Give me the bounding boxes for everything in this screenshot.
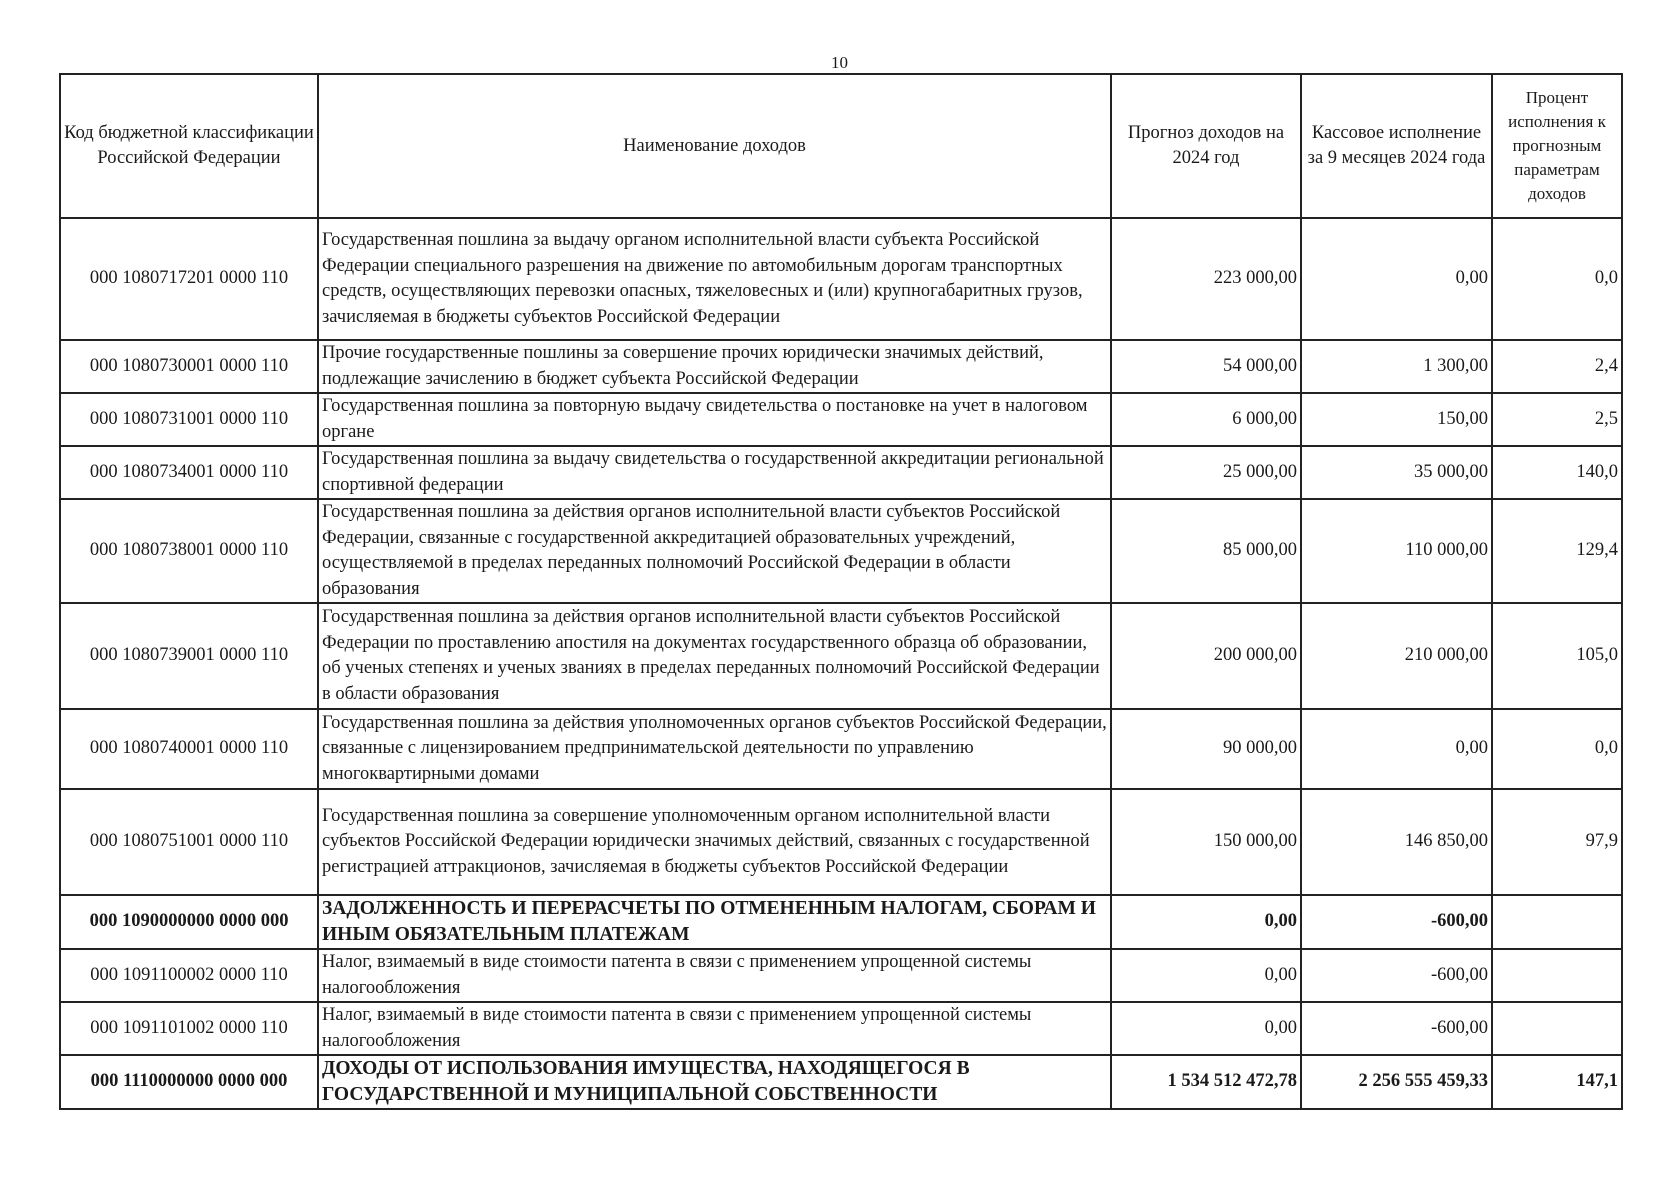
row-execution: 0,00 [1301,709,1492,789]
row-percent: 129,4 [1492,499,1622,603]
row-percent: 105,0 [1492,603,1622,709]
row-name: Государственная пошлина за действия органов исполнительной власти субъектов Российской Федерации, связанные с государственной аккредитацией образовательных учреждений, осуществляемой в пределах переданных полномочий Российской Федерации в области образования [318,499,1111,603]
table-row-section [60,895,1622,949]
row-execution: -600,00 [1301,949,1492,1002]
row-percent: 140,0 [1492,446,1622,499]
row-name: Налог, взимаемый в виде стоимости патента в связи с применением упрощенной системы налогообложения [318,1002,1111,1055]
row-execution: 150,00 [1301,393,1492,446]
table-row-section [60,1055,1622,1109]
row-name: Государственная пошлина за совершение уполномоченным органом исполнительной власти субъектов Российской Федерации юридически значимых действий, связанных с государственной регистрацией аттракционов, зачисляемая в бюджеты субъектов Российской Федерации [318,789,1111,895]
table-row [60,709,1622,789]
row-code: 000 1091100002 0000 110 [60,949,318,1002]
row-execution: 35 000,00 [1301,446,1492,499]
row-name: Государственная пошлина за выдачу органом исполнительной власти субъекта Российской Федерации специального разрешения на движение по автомобильным дорогам транспортных средств, осуществляющих перевозки опасных, тяжеловесных и (или) крупногабаритных грузов, зачисляемая в бюджеты субъектов Российской Федерации [318,218,1111,340]
table-row [60,446,1622,499]
table-row [60,949,1622,1002]
header-name: Наименование доходов [318,74,1111,218]
row-percent [1492,1002,1622,1055]
row-percent: 147,1 [1492,1055,1622,1109]
header-code: Код бюджетной классификации Российской Федерации [60,74,318,218]
row-percent: 0,0 [1492,218,1622,340]
row-execution: 110 000,00 [1301,499,1492,603]
row-name: Государственная пошлина за действия органов исполнительной власти субъектов Российской Федерации по проставлению апостиля на документах государственного образца об образовании, об ученых степенях и ученых званиях в пределах переданных полномочий Российской Федерации в области образования [318,603,1111,709]
row-code: 000 1080738001 0000 110 [60,499,318,603]
row-code: 000 1080739001 0000 110 [60,603,318,709]
row-forecast: 0,00 [1111,1002,1301,1055]
row-forecast: 0,00 [1111,949,1301,1002]
row-execution: 0,00 [1301,218,1492,340]
row-code: 000 1091101002 0000 110 [60,1002,318,1055]
table-row [60,603,1622,709]
row-name: Прочие государственные пошлины за совершение прочих юридически значимых действий, подлежащие зачислению в бюджет субъекта Российской Федерации [318,340,1111,393]
header-percent: Процент исполнения к прогнозным параметрам доходов [1492,74,1622,218]
row-execution: 210 000,00 [1301,603,1492,709]
row-code: 000 1090000000 0000 000 [60,895,318,949]
table-row [60,789,1622,895]
row-forecast: 90 000,00 [1111,709,1301,789]
row-name: Государственная пошлина за действия уполномоченных органов субъектов Российской Федерации, связанные с лицензированием предпринимательской деятельности по управлению многоквартирными домами [318,709,1111,789]
row-forecast: 25 000,00 [1111,446,1301,499]
row-code: 000 1110000000 0000 000 [60,1055,318,1109]
header-forecast: Прогноз доходов на 2024 год [1111,74,1301,218]
row-name: ДОХОДЫ ОТ ИСПОЛЬЗОВАНИЯ ИМУЩЕСТВА, НАХОДЯЩЕГОСЯ В ГОСУДАРСТВЕННОЙ И МУНИЦИПАЛЬНОЙ СОБСТВЕННОСТИ [318,1055,1111,1109]
table-row [60,218,1622,340]
table-row [60,499,1622,603]
row-forecast: 85 000,00 [1111,499,1301,603]
row-name: Государственная пошлина за выдачу свидетельства о государственной аккредитации региональной спортивной федерации [318,446,1111,499]
row-code: 000 1080730001 0000 110 [60,340,318,393]
row-execution: 1 300,00 [1301,340,1492,393]
row-execution: 146 850,00 [1301,789,1492,895]
row-name: ЗАДОЛЖЕННОСТЬ И ПЕРЕРАСЧЕТЫ ПО ОТМЕНЕННЫМ НАЛОГАМ, СБОРАМ И ИНЫМ ОБЯЗАТЕЛЬНЫМ ПЛАТЕЖАМ [318,895,1111,949]
row-forecast: 150 000,00 [1111,789,1301,895]
page-number: 10 [831,53,848,72]
row-percent: 97,9 [1492,789,1622,895]
row-code: 000 1080731001 0000 110 [60,393,318,446]
row-name: Налог, взимаемый в виде стоимости патента в связи с применением упрощенной системы налогообложения [318,949,1111,1002]
row-execution: 2 256 555 459,33 [1301,1055,1492,1109]
row-forecast: 223 000,00 [1111,218,1301,340]
row-forecast: 1 534 512 472,78 [1111,1055,1301,1109]
table-header-row [60,74,1622,218]
row-name: Государственная пошлина за повторную выдачу свидетельства о постановке на учет в налоговом органе [318,393,1111,446]
header-execution: Кассовое исполнение за 9 месяцев 2024 года [1301,74,1492,218]
row-forecast: 0,00 [1111,895,1301,949]
row-forecast: 54 000,00 [1111,340,1301,393]
row-forecast: 200 000,00 [1111,603,1301,709]
table-row [60,393,1622,446]
table-row [60,340,1622,393]
row-code: 000 1080717201 0000 110 [60,218,318,340]
row-percent [1492,949,1622,1002]
row-code: 000 1080751001 0000 110 [60,789,318,895]
table-row [60,1002,1622,1055]
row-percent: 0,0 [1492,709,1622,789]
row-code: 000 1080740001 0000 110 [60,709,318,789]
row-forecast: 6 000,00 [1111,393,1301,446]
row-execution: -600,00 [1301,895,1492,949]
revenue-table [59,73,1623,1110]
row-percent: 2,5 [1492,393,1622,446]
row-execution: -600,00 [1301,1002,1492,1055]
row-code: 000 1080734001 0000 110 [60,446,318,499]
row-percent [1492,895,1622,949]
row-percent: 2,4 [1492,340,1622,393]
